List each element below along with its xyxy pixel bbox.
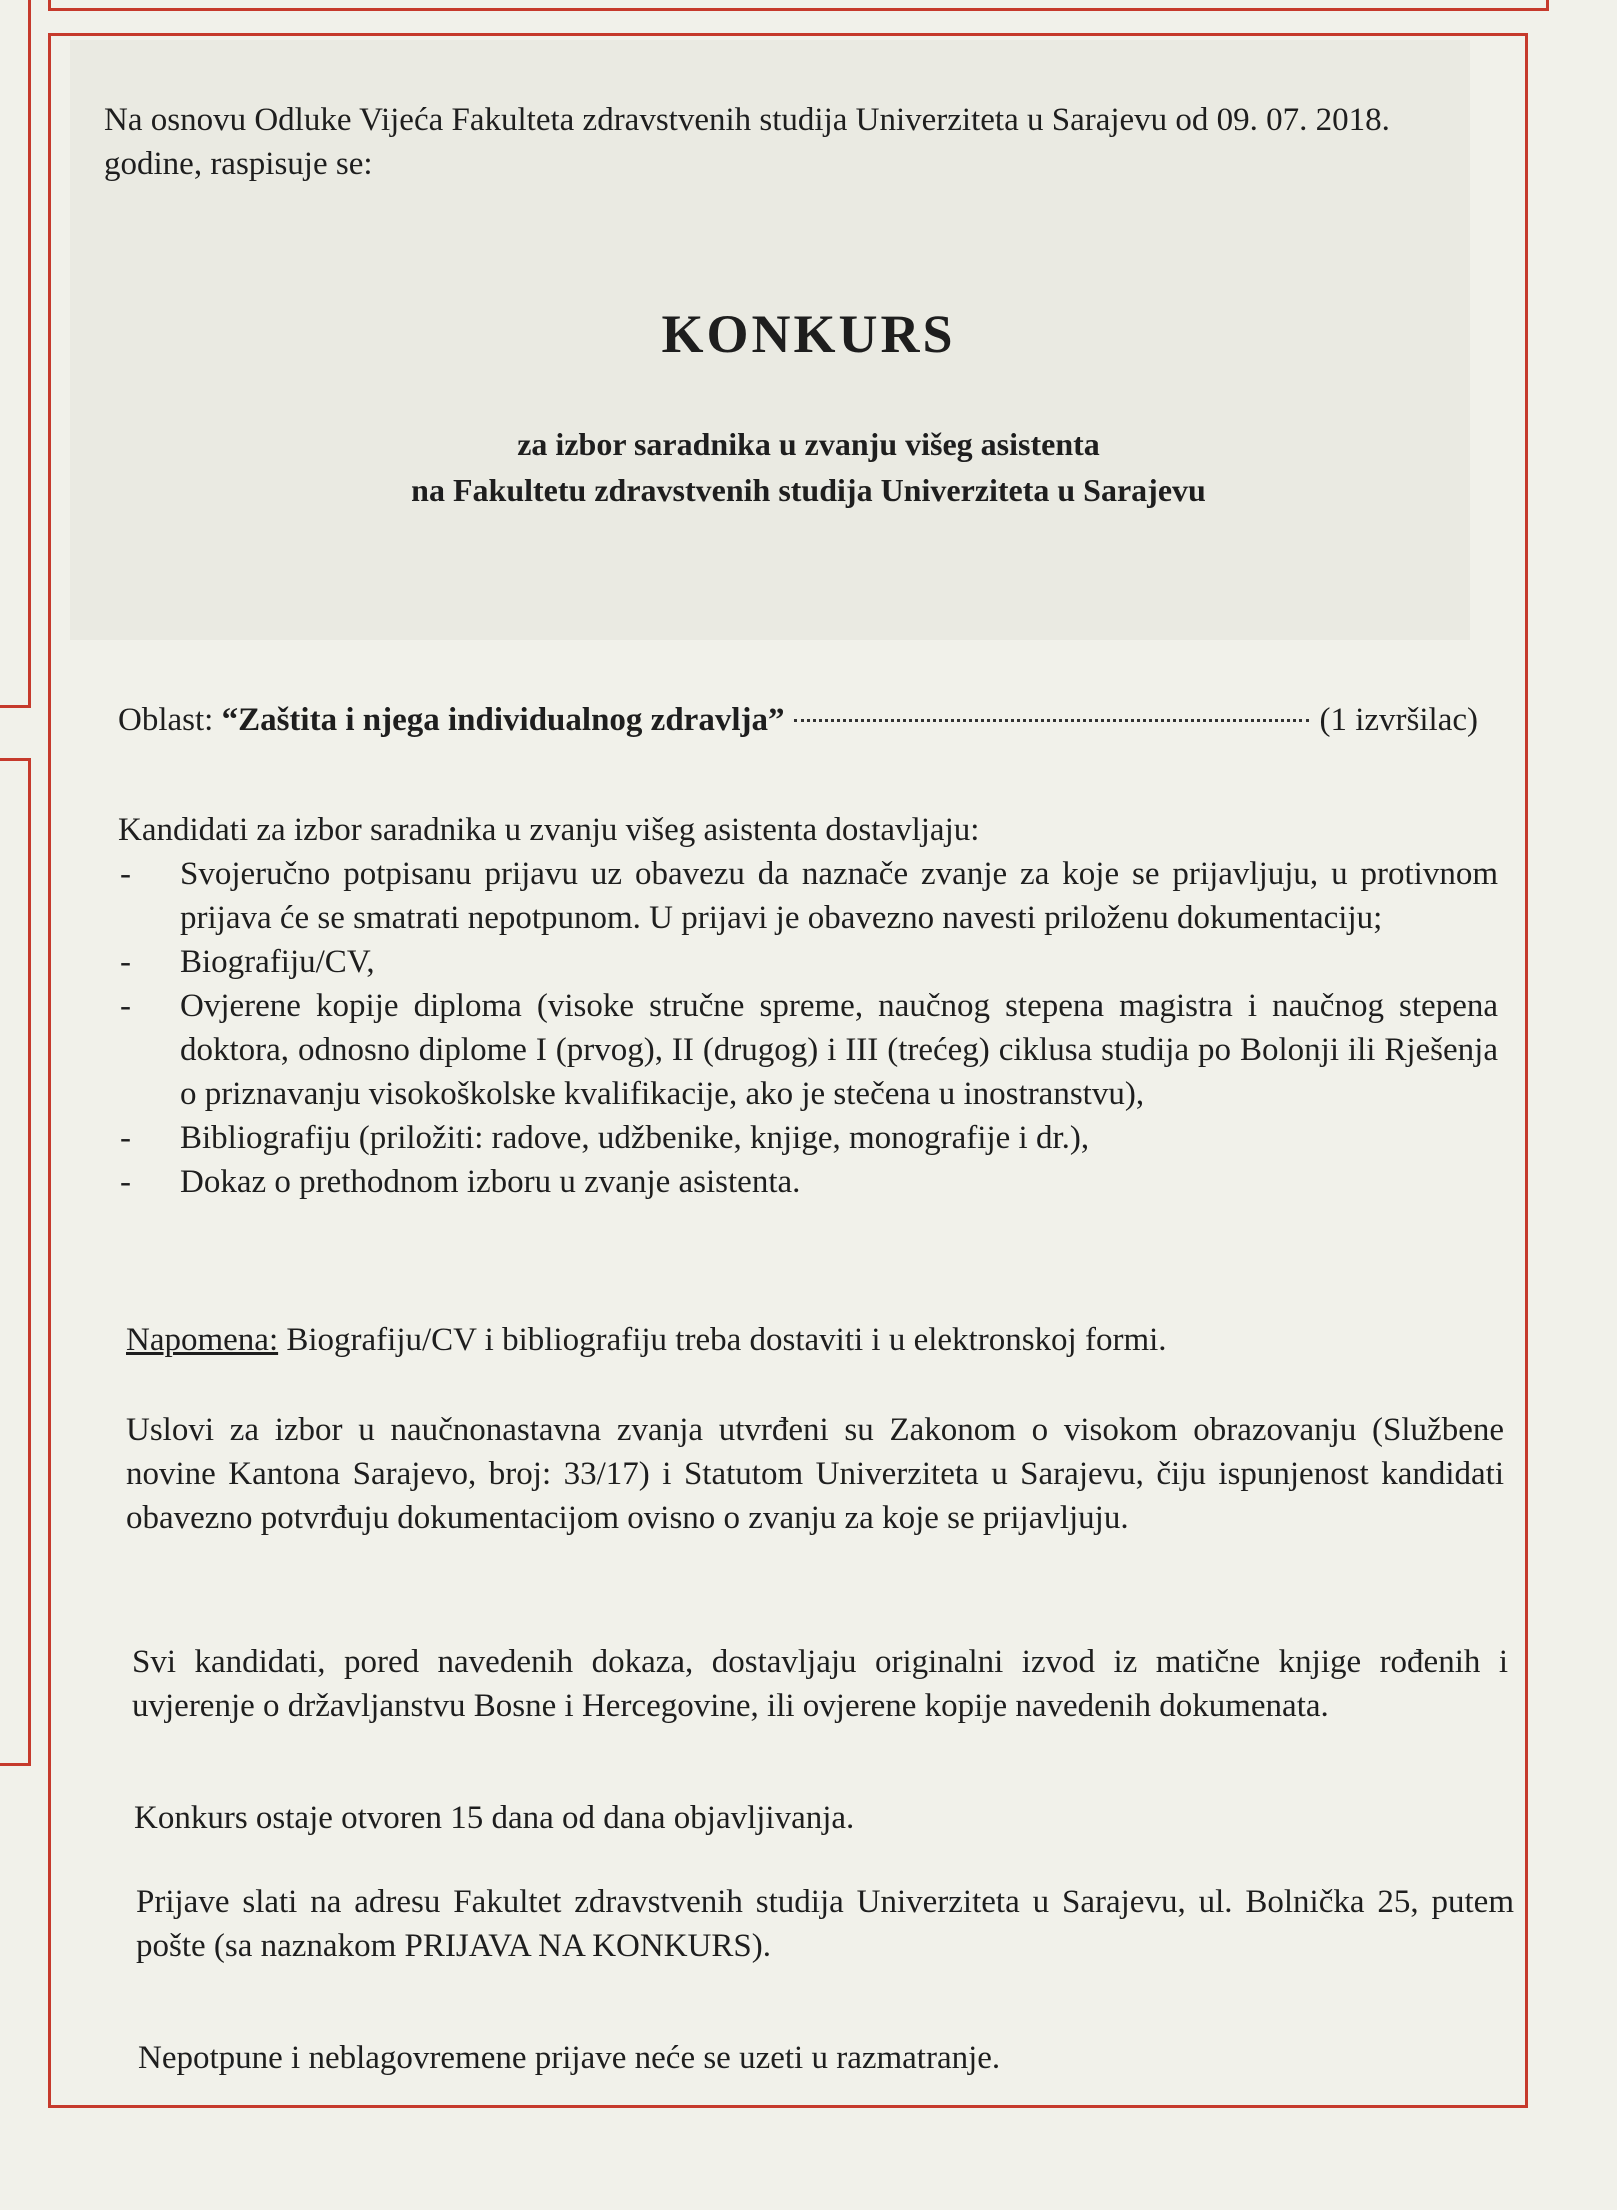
- list-marker: -: [120, 988, 131, 1024]
- napomena-text: Biografiju/CV i bibliografiju treba dostaviti i u elektronskoj formi.: [286, 1322, 1167, 1358]
- list-item: - Bibliografiju (priložiti: radove, udžbenike, knjige, monografije i dr.),: [118, 1116, 1498, 1160]
- list-marker: -: [120, 856, 131, 892]
- oblast-line: [118, 698, 1478, 742]
- prijave-paragraph: Prijave slati na adresu Fakultet zdravstvenih studija Univerziteta u Sarajevu, ul. Bolnička 25, putem pošte (sa naznakom PRIJAVA NA KONKURS).: [136, 1884, 1514, 1964]
- list-item: - Svojeručno potpisanu prijavu uz obavezu da naznače zvanje za koje se prijavljuju, u protivnom prijava će se smatrati nepotpunom. U prijavi je obavezno navesti priloženu dokumentaciju;: [118, 852, 1498, 940]
- list-marker: -: [120, 1164, 131, 1200]
- announcement-title: KONKURS: [661, 304, 956, 364]
- kandidati-intro: Kandidati za izbor saradnika u zvanju višeg asistenta dostavljaju:: [118, 812, 980, 848]
- oblast-count: (1 izvršilac): [1319, 702, 1478, 738]
- list-item: - Biografiju/CV,: [118, 940, 1498, 984]
- adjacent-ad-border-left-lower: [0, 758, 31, 1766]
- adjacent-ad-border-top: [48, 0, 1549, 11]
- list-item: - Ovjerene kopije diploma (visoke stručne spreme, naučnog stepena magistra i naučnog stepena doktora, odnosno diplome I (prvog), II (drugog) i III (trećeg) ciklusa studija po Bolonji ili Rješenja o priznavanju visokoškolske kvalifikacije, ako je stečena u inostranstvu),: [118, 984, 1498, 1116]
- otvoren-paragraph: Konkurs ostaje otvoren 15 dana od dana objavljivanja.: [134, 1800, 855, 1836]
- oblast-prefix: Oblast:: [118, 702, 214, 738]
- list-marker: -: [120, 944, 131, 980]
- subtitle-line-2: na Fakultetu zdravstvenih studija Univerziteta u Sarajevu: [411, 472, 1206, 508]
- nepotpune-paragraph: Nepotpune i neblagovremene prijave neće se uzeti u razmatranje.: [138, 2040, 1001, 2076]
- napomena-paragraph: [126, 1318, 1167, 1362]
- list-marker: -: [120, 1120, 131, 1156]
- dotted-leader: [794, 719, 1309, 722]
- intro-paragraph: Na osnovu Odluke Vijeća Fakulteta zdravstvenih studija Univerziteta u Sarajevu od 09. 07. 2018. godine, raspisuje se:: [104, 102, 1390, 182]
- requirements-list: [118, 852, 1498, 1204]
- list-item: - Dokaz o prethodnom izboru u zvanje asistenta.: [118, 1160, 1498, 1204]
- subtitle-line-1: za izbor saradnika u zvanju višeg asistenta: [517, 426, 1100, 462]
- oblast-name: “Zaštita i njega individualnog zdravlja”: [221, 702, 785, 738]
- uslovi-paragraph: Uslovi za izbor u naučnonastavna zvanja utvrđeni su Zakonom o visokom obrazovanju (Službene novine Kantona Sarajevo, broj: 33/17) i Statutom Univerziteta u Sarajevu, čiju ispunjenost kandidati obavezno potvrđuju dokumentacijom ovisno o zvanju za koje se prijavljuju.: [126, 1412, 1504, 1536]
- napomena-label: Napomena:: [126, 1322, 279, 1358]
- svi-kandidati-paragraph: Svi kandidati, pored navedenih dokaza, dostavljaju originalni izvod iz matične knjige rođenih i uvjerenje o državljanstvu Bosne i Hercegovine, ili ovjerene kopije navedenih dokumenata.: [132, 1644, 1508, 1724]
